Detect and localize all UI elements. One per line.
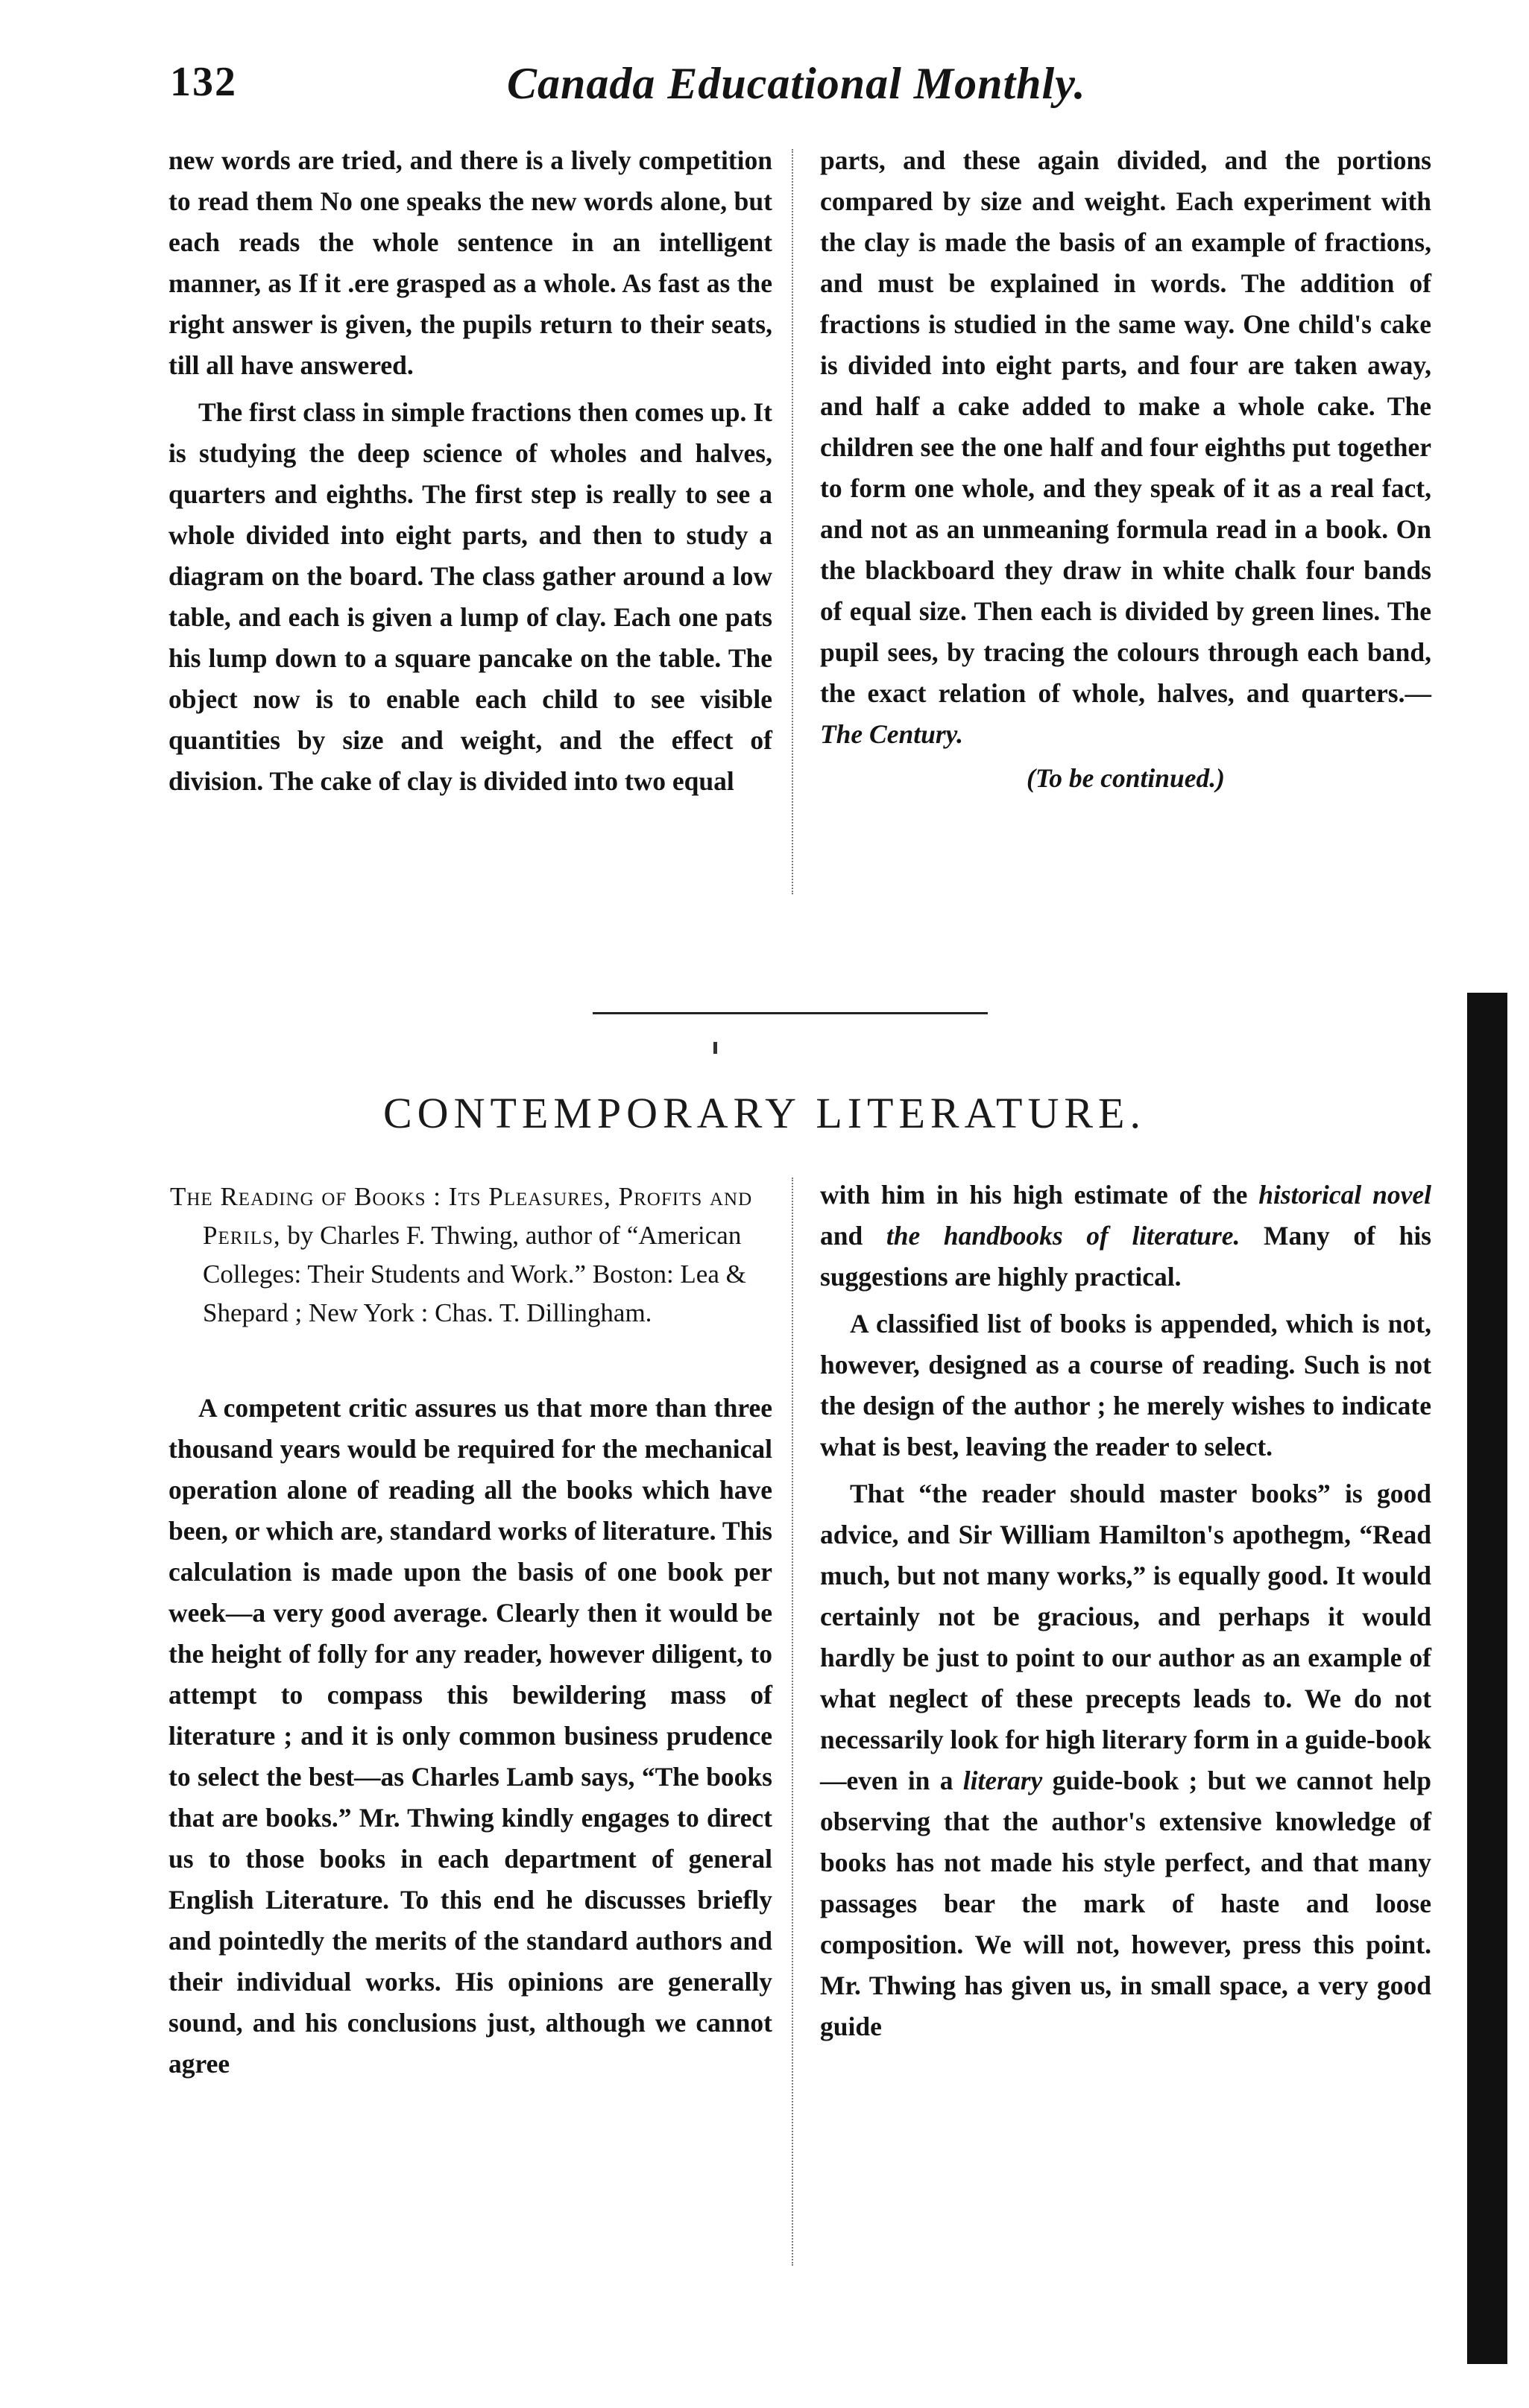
section-heading: CONTEMPORARY LITERATURE.	[383, 1089, 1146, 1137]
top-right-column	[820, 140, 1431, 799]
book-citation	[170, 1178, 766, 1333]
text-run: Many of his suggestions are highly practical.	[820, 1221, 1431, 1292]
book-details: by Charles F. Thwing, author of “American Colleges: Their Students and Work.” Boston: Lea & Shepard ; New York : Chas. T. Dillingham.	[203, 1221, 746, 1327]
bottom-right-column	[820, 1175, 1431, 2047]
ornament-mark	[713, 1042, 717, 1054]
paragraph: A classified list of books is appended, which is not, however, designed as a course of reading. Such is not the design of the author ; he merely wishes to indicate what is best, leaving the reader to select.	[820, 1309, 1431, 1461]
paragraph	[820, 1175, 1431, 1298]
book-title: The Reading of Books : Its Pleasures, Profits and Perils,	[170, 1182, 753, 1250]
continued-note: (To be continued.)	[1027, 763, 1225, 793]
text-run: That “the reader should master books” is good advice, and Sir William Hamilton's apothegm, “Read much, but not many works,” is equally good. It would certainly not be gracious, and perhaps it would hardly be just to point to our author as an example of what neglect of these precepts leads to. We do not necessarily look for high literary form in a guide-book—even in a	[820, 1479, 1431, 1795]
emphasis: the handbooks of literature.	[886, 1221, 1240, 1251]
paragraph-text: parts, and these again divided, and the portions compared by size and weight. Each experiment with the clay is made the basis of an example of fractions, and must be explained in words. The addition of fractions is studied in the same way. One child's cake is divided into eight parts, and four are taken away, and half a cake added to make a whole cake. The children see the one half and four eighths put together to form one whole, and they speak of it as a real fact, and not as an unmeaning formula read in a book. On the blackboard they draw in white chalk four bands of equal size. Then each is divided by green lines. The pupil sees, by tracing the colours through each band, the exact relation of whole, halves, and quarters.—	[820, 145, 1431, 708]
text-run: with him in his high estimate of the	[820, 1180, 1259, 1210]
paragraph	[820, 1473, 1431, 2047]
emphasis: literary	[962, 1766, 1043, 1795]
emphasis: historical novel	[1258, 1180, 1432, 1210]
paragraph: new words are tried, and there is a lively competition to read them No one speaks the new words alone, but each reads the whole sentence in an intelligent manner, as If it .ere grasped as a whole. As fast as the right answer is given, the pupils return to their seats, till all have answered.	[168, 145, 772, 380]
source-citation: The Century.	[820, 719, 963, 749]
page-number: 132	[170, 59, 237, 105]
top-left-column	[168, 140, 772, 802]
text-run: guide-book ; but we cannot help observing that the author's extensive knowledge of books has not made his style perfect, and that many passages bear the mark of haste and loose composition. We will not, however, press this point. Mr. Thwing has given us, in small space, a very good guide	[820, 1766, 1431, 2041]
section-rule	[593, 1012, 988, 1014]
scan-edge-shadow	[1467, 993, 1507, 2364]
bottom-left-column	[168, 1388, 772, 2085]
paragraph	[820, 140, 1431, 755]
page-header	[0, 58, 1529, 118]
book-citation-text	[170, 1178, 766, 1333]
running-title: Canada Educational Monthly.	[507, 59, 1086, 108]
paragraph: The first class in simple fractions then comes up. It is studying the deep science of wholes and halves, quarters and eighths. The first step is really to see a whole divided into eight parts, and then to study a diagram on the board. The class gather around a low table, and each is given a lump of clay. Each one pats his lump down to a square pancake on the table. The object now is to enable each child to see visible quantities by size and weight, and the effect of division. The cake of clay is divided into two equal	[168, 397, 772, 796]
column-divider	[792, 149, 793, 894]
column-divider	[792, 1178, 793, 2266]
text-run: and	[820, 1221, 886, 1251]
paragraph: A competent critic assures us that more than three thousand years would be required for the mechanical operation alone of reading all the books which have been, or which are, standard works of literature. This calculation is made upon the basis of one book per week—a very good average. Clearly then it would be the height of folly for any reader, however diligent, to attempt to compass this bewildering mass of literature ; and it is only common business prudence to select the best—as Charles Lamb says, “The books that are books.” Mr. Thwing kindly engages to direct us to those books in each department of general English Literature. To this end he discusses briefly and pointedly the merits of the standard authors and their individual works. His opinions are generally sound, and his conclusions just, although we cannot agree	[168, 1393, 772, 2079]
